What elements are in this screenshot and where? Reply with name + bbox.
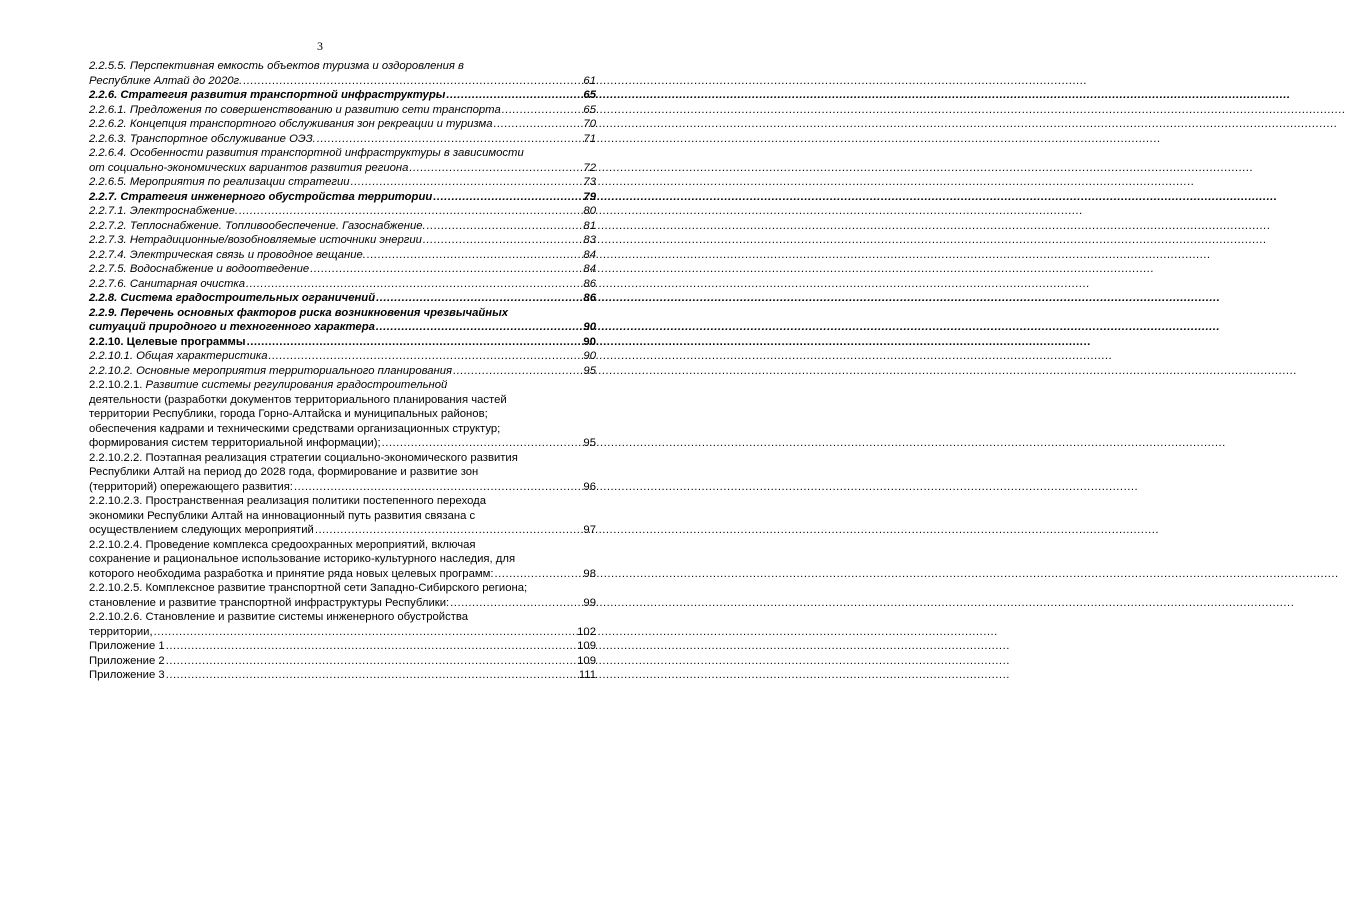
toc-entry-line [89,523,596,538]
dot-leader [502,103,583,118]
toc-page-number: 97 [583,524,596,536]
toc-page-number: 96 [583,480,596,493]
toc-entry-text: формирования систем территориальной информации); [89,437,381,449]
dot-leader [423,233,583,248]
toc-entry-line [89,132,596,147]
toc-entry-line [89,364,596,379]
toc-entry-line: обеспечения кадрами и техническими средствами организационных структур; [89,422,501,435]
toc-page-number: 111 [578,669,596,681]
toc-entry-line: 2.2.10.2.5. Комплексное развитие транспортной сети Западно-Сибирского региона; [89,582,528,594]
toc-entry[interactable] [89,103,596,118]
toc-entry-text: 2.2.10.2. Основные мероприятия территориального планирования [89,364,453,377]
toc-entry-line: сохранение и рациональное использование историко-культурного наследия, для [89,553,516,565]
toc-entry[interactable] [89,451,596,495]
toc-page-number: 80 [583,205,596,217]
table-of-contents [89,59,596,683]
toc-entry-text: 2.2.7.2. Теплоснабжение. Топливообеспечение. Газоснабжение. [89,219,426,232]
toc-entry[interactable] [89,190,596,205]
toc-entry-line [89,378,596,393]
toc-entry[interactable] [89,335,596,350]
toc-entry-line: 2.2.5.5. Перспективная емкость объектов туризма и оздоровления в [89,60,464,72]
toc-entry-text: 2.2.10. Целевые программы [89,335,246,348]
toc-page-number: 86 [583,277,596,290]
dot-leader [166,654,576,669]
toc-page-number: 81 [583,219,596,232]
toc-entry-text: (территорий) опережающего развития: [89,480,293,493]
toc-entry-line [89,596,596,611]
toc-entry-text: 2.2.7.4. Электрическая связь и проводное вещание. [89,248,366,261]
dot-leader [166,668,578,683]
toc-entry[interactable] [89,610,596,639]
toc-entry-line [89,567,596,582]
toc-entry-text: 2.2.6. Стратегия развития транспортной инфраструктуры [89,89,446,101]
toc-entry[interactable] [89,88,596,103]
dot-leader [294,480,582,495]
toc-page-number: 109 [577,654,596,667]
toc-entry-text: от социально-экономических вариантов развития региона [89,161,409,174]
dot-leader [154,625,577,640]
toc-entry-text: которого необходима разработка и принятие ряда новых целевых программ: [89,567,494,580]
toc-entry[interactable] [89,538,596,582]
toc-page-number: 86 [583,292,596,304]
toc-entry[interactable] [89,654,596,669]
dot-leader [446,88,582,103]
toc-entry-line: 2.2.9. Перечень основных факторов риска возникновения чрезвычайных [89,306,509,319]
toc-entry-text: ситуаций природного и техногенного характера [89,321,375,333]
toc-entry[interactable] [89,204,596,219]
toc-entry[interactable] [89,219,596,234]
toc-entry-text: 2.2.6.3. Транспортное обслуживание ОЭЗ. [89,132,316,145]
toc-page-number: 90 [583,350,596,362]
toc-entry-line: 2.2.10.2.3. Пространственная реализация политики постепенного перехода [89,495,486,507]
toc-entry[interactable] [89,146,596,175]
toc-entry-text: 2.2.7.5. Водоснабжение и водоотведение [89,263,310,275]
toc-entry-line [89,175,596,190]
document-page [0,0,640,905]
toc-entry-line: 2.2.10.2.2. Поэтапная реализация стратегии социально-экономического развития [89,451,518,464]
toc-entry-line [89,291,596,306]
toc-page-number: 95 [583,437,596,449]
toc-entry-text: Республике Алтай до 2020г. [89,74,243,87]
toc-page-number: 71 [583,132,596,145]
toc-entry-line [89,654,596,669]
toc-entry-text: Приложение 3 [89,669,165,681]
toc-entry-line: 2.2.6.4. Особенности развития транспортной инфраструктуры в зависимости [89,147,524,159]
toc-entry-line [89,668,596,683]
toc-entry-line: Республики Алтай на период до 2028 года, формирование и развитие зон [89,466,479,478]
toc-entry[interactable] [89,233,596,248]
toc-entry[interactable] [89,364,596,379]
dot-leader [376,291,582,306]
toc-page-number: 65 [583,103,596,116]
toc-entry-line: территории Республики, города Горно-Алтайска и муниципальных районов; [89,408,488,420]
toc-entry-line [89,248,596,263]
toc-page-number: 90 [583,321,596,333]
toc-entry-line: 2.2.10.2.6. Становление и развитие системы инженерного обустройства [89,611,469,623]
dot-leader [382,436,583,451]
toc-entry-text: 2.2.7. Стратегия инженерного обустройства территории [89,190,433,203]
page-number: 3 [317,39,323,53]
toc-entry[interactable] [89,175,596,190]
toc-entry-text: Приложение 1 [89,640,165,652]
dot-leader [367,248,583,263]
dot-leader [310,262,582,277]
toc-entry-text: 2.2.6.1. Предложения по совершенствованию и развитию сети транспорта [89,103,501,116]
toc-entry[interactable] [89,581,596,610]
dot-leader [269,349,583,364]
toc-page-number: 79 [583,190,596,203]
dot-leader [450,596,582,611]
toc-entry-line [89,639,596,654]
toc-entry-line [89,277,596,292]
toc-entry-text: осуществлением следующих мероприятий [89,524,314,536]
toc-entry-line [89,190,596,205]
toc-page-number: 90 [583,335,596,348]
toc-entry[interactable] [89,639,596,654]
toc-entry[interactable] [89,132,596,147]
dot-leader [376,320,583,335]
dot-leader [494,117,583,132]
toc-page-number: 99 [583,596,596,609]
toc-entry-line [89,335,596,350]
dot-leader [166,639,576,654]
toc-entry[interactable] [89,291,596,306]
toc-entry-text: 2.2.10.1. Общая характеристика [89,350,268,362]
dot-leader [351,175,583,190]
toc-entry-text: Приложение 2 [89,654,165,667]
dot-leader [239,204,582,219]
toc-entry-line [89,88,596,103]
toc-entry-number: 2.2.10.2.1. [89,379,146,391]
toc-entry[interactable] [89,349,596,364]
toc-entry-line: 2.2.10.2.4. Проведение комплекса средоохранных мероприятий, включая [89,538,476,551]
toc-page-number: 102 [577,625,596,638]
toc-entry[interactable] [89,262,596,277]
toc-page-number: 109 [577,640,596,652]
toc-entry-line [89,204,596,219]
toc-entry[interactable] [89,59,596,88]
toc-entry-line [89,625,596,640]
toc-entry-line [89,117,596,132]
toc-page-number: 70 [583,118,596,130]
toc-entry[interactable] [89,306,596,335]
toc-entry-text: 2.2.6.2. Концепция транспортного обслуживания зон рекреации и туризма [89,118,493,130]
toc-page-number: 84 [583,263,596,275]
toc-page-number: 84 [583,248,596,261]
toc-entry-text: 2.2.7.3. Нетрадиционные/возобновляемые источники энергии [89,234,422,246]
toc-entry[interactable] [89,378,596,451]
toc-entry-line [89,161,596,176]
toc-entry-line [89,320,596,335]
toc-entry[interactable] [89,668,596,683]
toc-entry-heading: Развитие системы регулирования градостроительной [145,379,448,391]
dot-leader [247,335,583,350]
toc-entry-line [89,233,596,248]
toc-entry-text: 2.2.7.1. Электроснабжение. [89,205,238,217]
toc-page-number: 95 [583,364,596,377]
toc-entry[interactable] [89,117,596,132]
toc-entry-line [89,219,596,234]
toc-entry-text: 2.2.6.5. Мероприятия по реализации стратегии [89,176,350,188]
toc-entry[interactable] [89,248,596,263]
toc-entry-line [89,480,596,495]
toc-entry-text: 2.2.7.6. Санитарная очистка [89,277,245,290]
toc-entry-line: деятельности (разработки документов территориального планирования частей [89,393,507,406]
toc-entry-text: 2.2.8. Система градостроительных ограничений [89,292,376,304]
dot-leader [453,364,582,379]
toc-entry-line: экономики Республики Алтай на инновационный путь развития связана с [89,509,476,522]
toc-entry-line [89,349,596,364]
dot-leader [433,190,582,205]
toc-page-number: 73 [583,176,596,188]
toc-page-number: 61 [583,74,596,87]
toc-entry[interactable] [89,494,596,538]
toc-entry-text: становление и развитие транспортной инфраструктуры Республики: [89,596,450,609]
toc-page-number: 98 [583,567,596,580]
toc-entry-line [89,262,596,277]
dot-leader [315,523,583,538]
dot-leader [246,277,582,292]
toc-entry-text: территории, [89,625,153,638]
dot-leader [243,74,582,89]
toc-entry-line [89,436,596,451]
dot-leader [409,161,582,176]
dot-leader [317,132,583,147]
toc-page-number: 65 [583,89,596,101]
dot-leader [495,567,583,582]
toc-entry-line [89,74,596,89]
toc-page-number: 72 [583,161,596,174]
dot-leader [427,219,583,234]
toc-entry[interactable] [89,277,596,292]
toc-entry-line [89,103,596,118]
toc-page-number: 83 [583,234,596,246]
